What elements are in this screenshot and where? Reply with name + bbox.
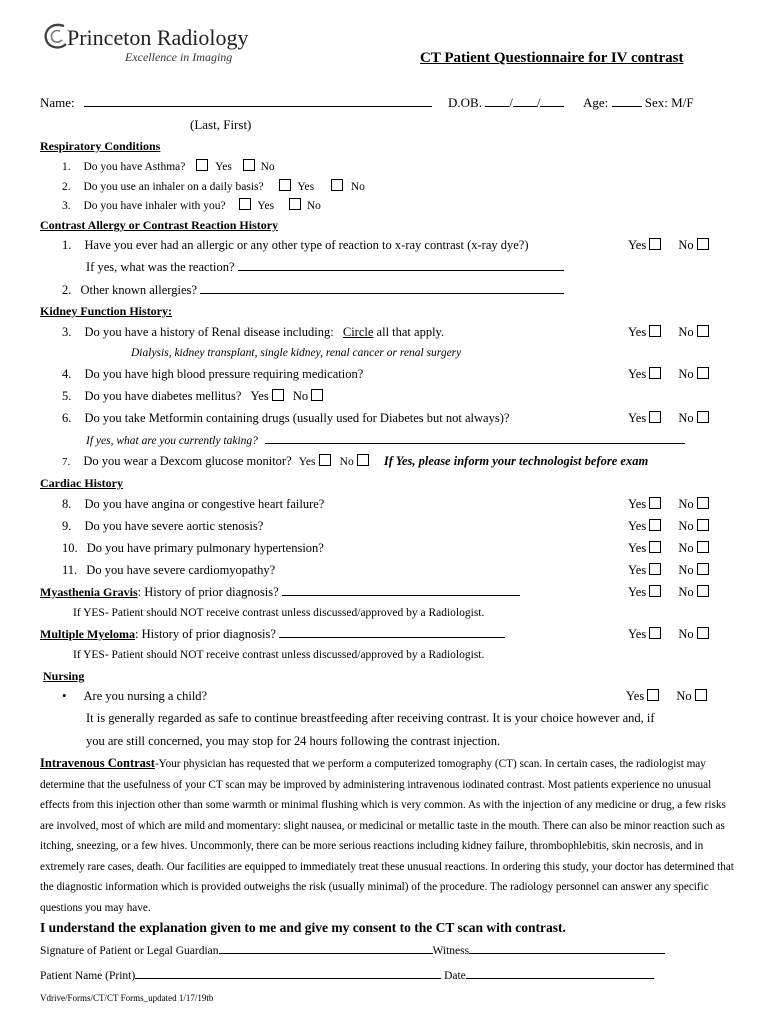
yes-checkbox[interactable]	[649, 627, 661, 639]
followup-label: If yes, what are you currently taking?	[86, 435, 258, 447]
q-num: 11.	[62, 563, 78, 577]
yes-label: Yes	[215, 161, 232, 173]
yes-label: Yes	[628, 411, 647, 425]
yes-label: Yes	[628, 367, 647, 381]
date-field[interactable]	[466, 968, 654, 979]
myeloma-field[interactable]	[279, 627, 505, 638]
no-label: No	[678, 497, 694, 511]
yes-label: Yes	[257, 200, 275, 212]
nursing-info-1: It is generally regarded as safe to continue breastfeeding after receiving contrast. It is your choice however and, if	[86, 711, 655, 725]
age-field[interactable]	[612, 96, 642, 107]
allergy-q2	[62, 283, 564, 298]
no-checkbox[interactable]	[331, 179, 343, 191]
q-num: 2.	[62, 181, 71, 193]
q-text: Do you take Metformin containing drugs (usually used for Diabetes but not always)?	[84, 411, 510, 425]
no-checkbox[interactable]	[289, 198, 301, 210]
no-checkbox[interactable]	[697, 519, 709, 531]
q-text: Do you have inhaler with you?	[83, 200, 226, 212]
reaction-field[interactable]	[238, 260, 564, 271]
yes-label: Yes	[628, 497, 647, 511]
yes-checkbox[interactable]	[279, 179, 291, 191]
yes-checkbox[interactable]	[649, 411, 661, 423]
witness-label: Witness	[432, 945, 470, 957]
q-text: : History of prior diagnosis?	[137, 585, 279, 599]
q-text: Are you nursing a child?	[83, 689, 208, 703]
no-label: No	[678, 238, 694, 252]
yes-no-group	[628, 519, 709, 534]
yes-no-group	[626, 689, 707, 704]
q-text-post: all that apply.	[376, 325, 445, 339]
yes-label: Yes	[298, 456, 316, 468]
no-checkbox[interactable]	[243, 159, 255, 171]
yes-no-group	[628, 627, 709, 642]
print-name-label: Patient Name (Print)	[40, 970, 136, 982]
myasthenia-note: If YES- Patient should NOT receive contrast unless discussed/approved by a Radiologist.	[73, 607, 485, 619]
no-label: No	[678, 367, 694, 381]
no-label: No	[350, 181, 365, 193]
q-num: 9.	[62, 519, 72, 533]
respiratory-heading: Respiratory Conditions	[40, 139, 161, 153]
no-checkbox[interactable]	[697, 627, 709, 639]
q-text: Do you have a history of Renal disease including:	[84, 325, 334, 339]
print-name-field[interactable]	[135, 968, 441, 979]
dob-month-field[interactable]	[485, 96, 509, 107]
nursing-q	[62, 689, 207, 704]
kidney-q5	[62, 389, 323, 404]
no-checkbox[interactable]	[697, 541, 709, 553]
yes-no-group	[628, 325, 709, 340]
kidney-q3	[62, 325, 444, 340]
no-label: No	[678, 563, 694, 577]
renal-options[interactable]: Dialysis, kidney transplant, single kidney, renal cancer or renal surgery	[131, 347, 462, 359]
sex-label: Sex: M/F	[644, 95, 694, 110]
q-text: Do you have severe aortic stenosis?	[84, 519, 264, 533]
cardiac-q8	[62, 497, 324, 512]
no-checkbox[interactable]	[697, 497, 709, 509]
org-name: Princeton Radiology	[67, 25, 249, 50]
no-checkbox[interactable]	[697, 585, 709, 597]
no-checkbox[interactable]	[357, 454, 369, 466]
no-checkbox[interactable]	[697, 411, 709, 423]
q-num: 1.	[62, 238, 72, 252]
kidney-q6	[62, 411, 509, 426]
q-text: Do you use an inhaler on a daily basis?	[83, 181, 264, 193]
name-sub: (Last, First)	[190, 117, 252, 132]
nursing-heading: Nursing	[43, 669, 85, 683]
age-label: Age:	[583, 95, 609, 110]
no-label: No	[339, 456, 354, 468]
yes-checkbox[interactable]	[647, 689, 659, 701]
signature-field[interactable]	[219, 943, 433, 954]
yes-checkbox[interactable]	[649, 497, 661, 509]
q-text: Do you have Asthma?	[83, 161, 186, 173]
no-label: No	[292, 389, 309, 403]
no-checkbox[interactable]	[697, 238, 709, 250]
yes-label: Yes	[628, 541, 647, 555]
yes-label: Yes	[297, 181, 315, 193]
q-text: Do you have diabetes mellitus?	[84, 389, 242, 403]
no-label: No	[678, 541, 694, 555]
q-num: 6.	[62, 411, 72, 425]
yes-checkbox[interactable]	[649, 585, 661, 597]
consent-statement: I understand the explanation given to me and give my consent to the CT scan with contrast.	[40, 920, 566, 935]
cardiac-heading: Cardiac History	[40, 476, 123, 490]
tagline: Excellence in Imaging	[125, 50, 233, 64]
no-checkbox[interactable]	[697, 563, 709, 575]
allergy-heading: Contrast Allergy or Contrast Reaction History	[40, 218, 279, 232]
no-checkbox[interactable]	[311, 389, 323, 401]
yes-no-group	[628, 585, 709, 600]
iv-heading: Intravenous Contrast	[40, 756, 155, 770]
allergy-q1	[62, 238, 529, 253]
q-num: 3.	[62, 325, 72, 339]
no-label: No	[678, 627, 694, 641]
q-text: Do you have angina or congestive heart failure?	[84, 497, 325, 511]
yes-checkbox[interactable]	[239, 198, 251, 210]
witness-field[interactable]	[469, 943, 665, 954]
kidney-q4	[62, 367, 363, 382]
q-text: Have you ever had an allergic or any other type of reaction to x-ray contrast (x-ray dye?)	[84, 238, 529, 252]
print-name-row	[40, 968, 654, 982]
cardiac-q11	[62, 563, 275, 578]
q-text: Do you have severe cardiomyopathy?	[86, 563, 276, 577]
no-label: No	[678, 585, 694, 599]
q-num: 3.	[62, 200, 71, 212]
kidney-q7	[62, 454, 648, 469]
q-num: 1.	[62, 161, 71, 173]
q-num: 8.	[62, 497, 72, 511]
kidney-heading: Kidney Function History:	[40, 304, 173, 318]
q-text: : History of prior diagnosis?	[134, 627, 276, 641]
yes-label: Yes	[628, 519, 647, 533]
age-sex-row	[583, 95, 694, 111]
signature-label: Signature of Patient or Legal Guardian	[40, 945, 219, 957]
yes-checkbox[interactable]	[649, 519, 661, 531]
yes-checkbox[interactable]	[196, 159, 208, 171]
resp-q2	[62, 179, 365, 193]
yes-no-group	[628, 497, 709, 512]
footer: Vdrive/Forms/CT/CT Forms_updated 1/17/19tb	[40, 993, 214, 1003]
name-label: Name:	[40, 95, 75, 110]
yes-no-group	[628, 367, 709, 382]
bullet-icon: •	[62, 689, 67, 703]
myeloma-heading: Multiple Myeloma	[40, 627, 135, 641]
circle-word: Circle	[342, 325, 374, 339]
resp-q3	[62, 198, 321, 212]
patient-info-row	[40, 95, 432, 111]
name-field[interactable]	[84, 96, 432, 107]
myeloma-row	[40, 627, 505, 642]
myasthenia-row	[40, 585, 520, 600]
yes-checkbox[interactable]	[649, 541, 661, 553]
nursing-info-2: you are still concerned, you may stop for 24 hours following the contrast injection.	[86, 734, 501, 748]
signature-row	[40, 943, 665, 957]
q-num: 5.	[62, 389, 72, 403]
dexcom-note: If Yes, please inform your technologist before exam	[383, 454, 649, 468]
dob-day-field[interactable]	[513, 96, 537, 107]
metformin-followup	[86, 433, 685, 447]
no-checkbox[interactable]	[695, 689, 707, 701]
no-label: No	[678, 411, 694, 425]
yes-label: Yes	[626, 689, 645, 703]
q-num: 2.	[62, 283, 72, 297]
q-num: 10.	[62, 541, 78, 555]
other-allergies-field[interactable]	[200, 283, 564, 294]
yes-checkbox[interactable]	[649, 563, 661, 575]
logo-swirl-icon	[42, 22, 70, 52]
iv-body: -Your physician has requested that we perform a computerized tomography (CT) scan. In certain cases, the radiologist may determine that the usefulness of your CT scan may be improved by administering intravenous iodinated contrast. Most patients experience no unusual effects from this injection other than some warmth or minimal flushing which is very common. As with the injection of any medicine or drug, a few risks are involved, most of which are mild and momentary: slight nausea, or medicinal or metallic taste in the mouth. There can also be minor reaction such as itching, sneezing, or a few hives. Uncommonly, there can be more serious reactions including kidney failure, thrombophlebitis, skin necrosis, and in extremely rare cases, death. Our facilities are equipped to immediately treat these unusual reactions. In ordering this study, your doctor has determined that the diagnostic information which is provided outweighs the risk (usually minimal) of the procedure. The radiology personnel can answer any specific questions you may have.	[40, 758, 734, 914]
no-checkbox[interactable]	[697, 367, 709, 379]
yes-label: Yes	[628, 563, 647, 577]
q-text: Do you have primary pulmonary hypertension?	[86, 541, 324, 555]
q-text: Do you wear a Dexcom glucose monitor?	[83, 454, 292, 468]
cardiac-q9	[62, 519, 263, 534]
yes-no-group	[628, 541, 709, 556]
yes-label: Yes	[628, 238, 647, 252]
yes-checkbox[interactable]	[649, 325, 661, 337]
date-label: Date	[444, 970, 466, 982]
yes-label: Yes	[628, 585, 647, 599]
yes-label: Yes	[628, 627, 647, 641]
dob-label: D.OB.	[448, 95, 482, 110]
dob-year-field[interactable]	[540, 96, 564, 107]
no-label: No	[260, 161, 275, 173]
q-text: Do you have high blood pressure requiring medication?	[84, 367, 364, 381]
followup-label: If yes, what was the reaction?	[86, 260, 235, 274]
yes-checkbox[interactable]	[649, 367, 661, 379]
myasthenia-field[interactable]	[282, 585, 520, 596]
dob-row: D.OB. / /	[448, 95, 564, 111]
q-num: 4.	[62, 367, 72, 381]
yes-label: Yes	[628, 325, 647, 339]
yes-checkbox[interactable]	[649, 238, 661, 250]
form-title: CT Patient Questionnaire for IV contrast	[420, 50, 684, 66]
no-label: No	[678, 325, 694, 339]
yes-label: Yes	[250, 389, 269, 403]
yes-no-group	[628, 411, 709, 426]
cardiac-q10	[62, 541, 324, 556]
yes-checkbox[interactable]	[319, 454, 331, 466]
myeloma-note: If YES- Patient should NOT receive contrast unless discussed/approved by a Radiologist.	[73, 649, 485, 661]
resp-q1	[62, 159, 275, 173]
q-num: 7.	[62, 456, 71, 468]
no-label: No	[678, 519, 694, 533]
yes-no-group	[628, 238, 709, 253]
no-label: No	[676, 689, 692, 703]
yes-no-group	[628, 563, 709, 578]
metformin-field[interactable]	[265, 433, 685, 444]
no-checkbox[interactable]	[697, 325, 709, 337]
allergy-q1-followup	[86, 260, 564, 275]
no-label: No	[306, 200, 321, 212]
yes-checkbox[interactable]	[272, 389, 284, 401]
myasthenia-heading: Myasthenia Gravis	[40, 585, 138, 599]
iv-contrast-paragraph	[40, 753, 740, 918]
q-text: Other known allergies?	[80, 283, 197, 297]
